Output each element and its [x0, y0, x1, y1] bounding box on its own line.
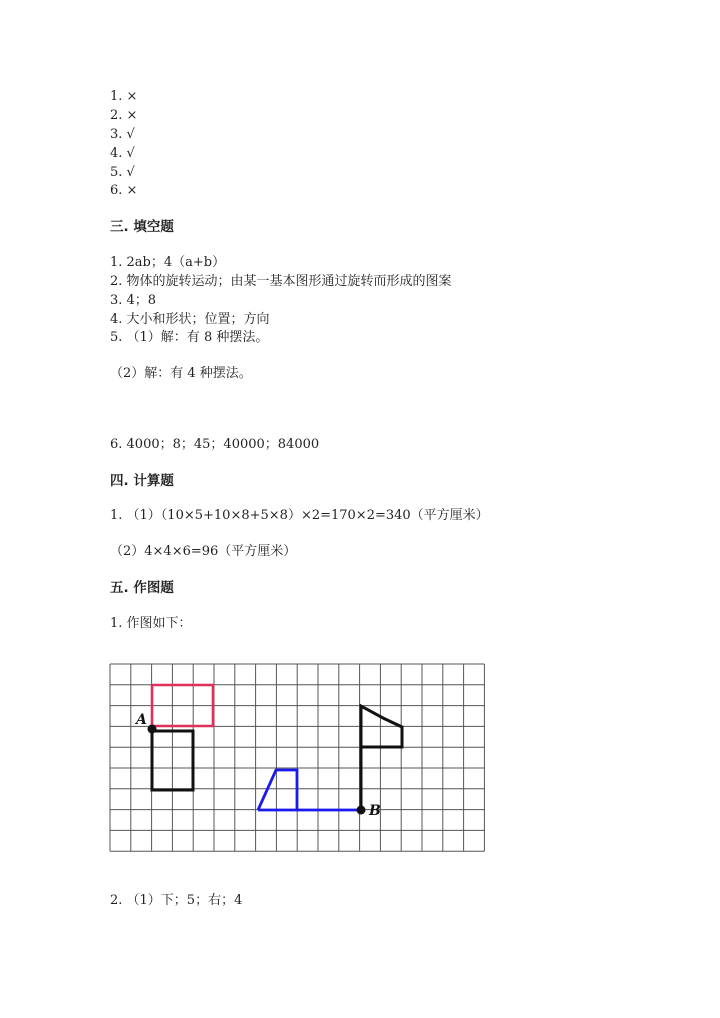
judge-answer-4: 4. √ — [110, 146, 135, 161]
fill-answer-6: 6. 4000；8；45；40000；84000 — [110, 437, 320, 452]
judge-answer-3: 3. √ — [110, 127, 135, 142]
grid-lines — [110, 664, 484, 851]
point-b-dot — [357, 806, 366, 815]
fill-answer-3: 3. 4；8 — [110, 293, 157, 308]
point-b-label: B — [369, 803, 381, 819]
judge-answer-5: 5. √ — [110, 165, 135, 180]
point-a-label: A — [136, 712, 147, 728]
blue-trapezoid — [258, 770, 361, 810]
judge-answer-2: 2. × — [110, 108, 138, 123]
black-flag — [361, 706, 402, 810]
calc-answer-1-2: （2）4×4×6=96（平方厘米） — [110, 544, 297, 559]
point-a-dot — [148, 725, 157, 734]
calc-answer-1-1: 1. （1）（10×5+10×8+5×8）×2=170×2=340（平方厘米） — [110, 508, 489, 523]
section-heading-calculation: 四. 计算题 — [110, 473, 174, 489]
judge-answer-6: 6. × — [110, 183, 138, 198]
section-heading-drawing: 五. 作图题 — [110, 580, 174, 596]
fill-answer-4: 4. 大小和形状；位置；方向 — [110, 312, 270, 327]
fill-answer-5-1: 5. （1）解：有 8 种摆法。 — [110, 330, 269, 345]
drawing-answer-2: 2. （1）下；5；右；4 — [110, 893, 243, 908]
grid-figure — [108, 662, 490, 856]
fill-answer-5-2: （2）解：有 4 种摆法。 — [110, 366, 252, 381]
fill-answer-2: 2. 物体的旋转运动；由某一基本图形通过旋转而形成的图案 — [110, 274, 452, 289]
section-heading-fill-blank: 三. 填空题 — [110, 219, 174, 235]
judge-answer-1: 1. × — [110, 89, 138, 104]
fill-answer-1: 1. 2ab；4（a+b） — [110, 255, 226, 270]
drawing-answer-1: 1. 作图如下： — [110, 616, 192, 631]
